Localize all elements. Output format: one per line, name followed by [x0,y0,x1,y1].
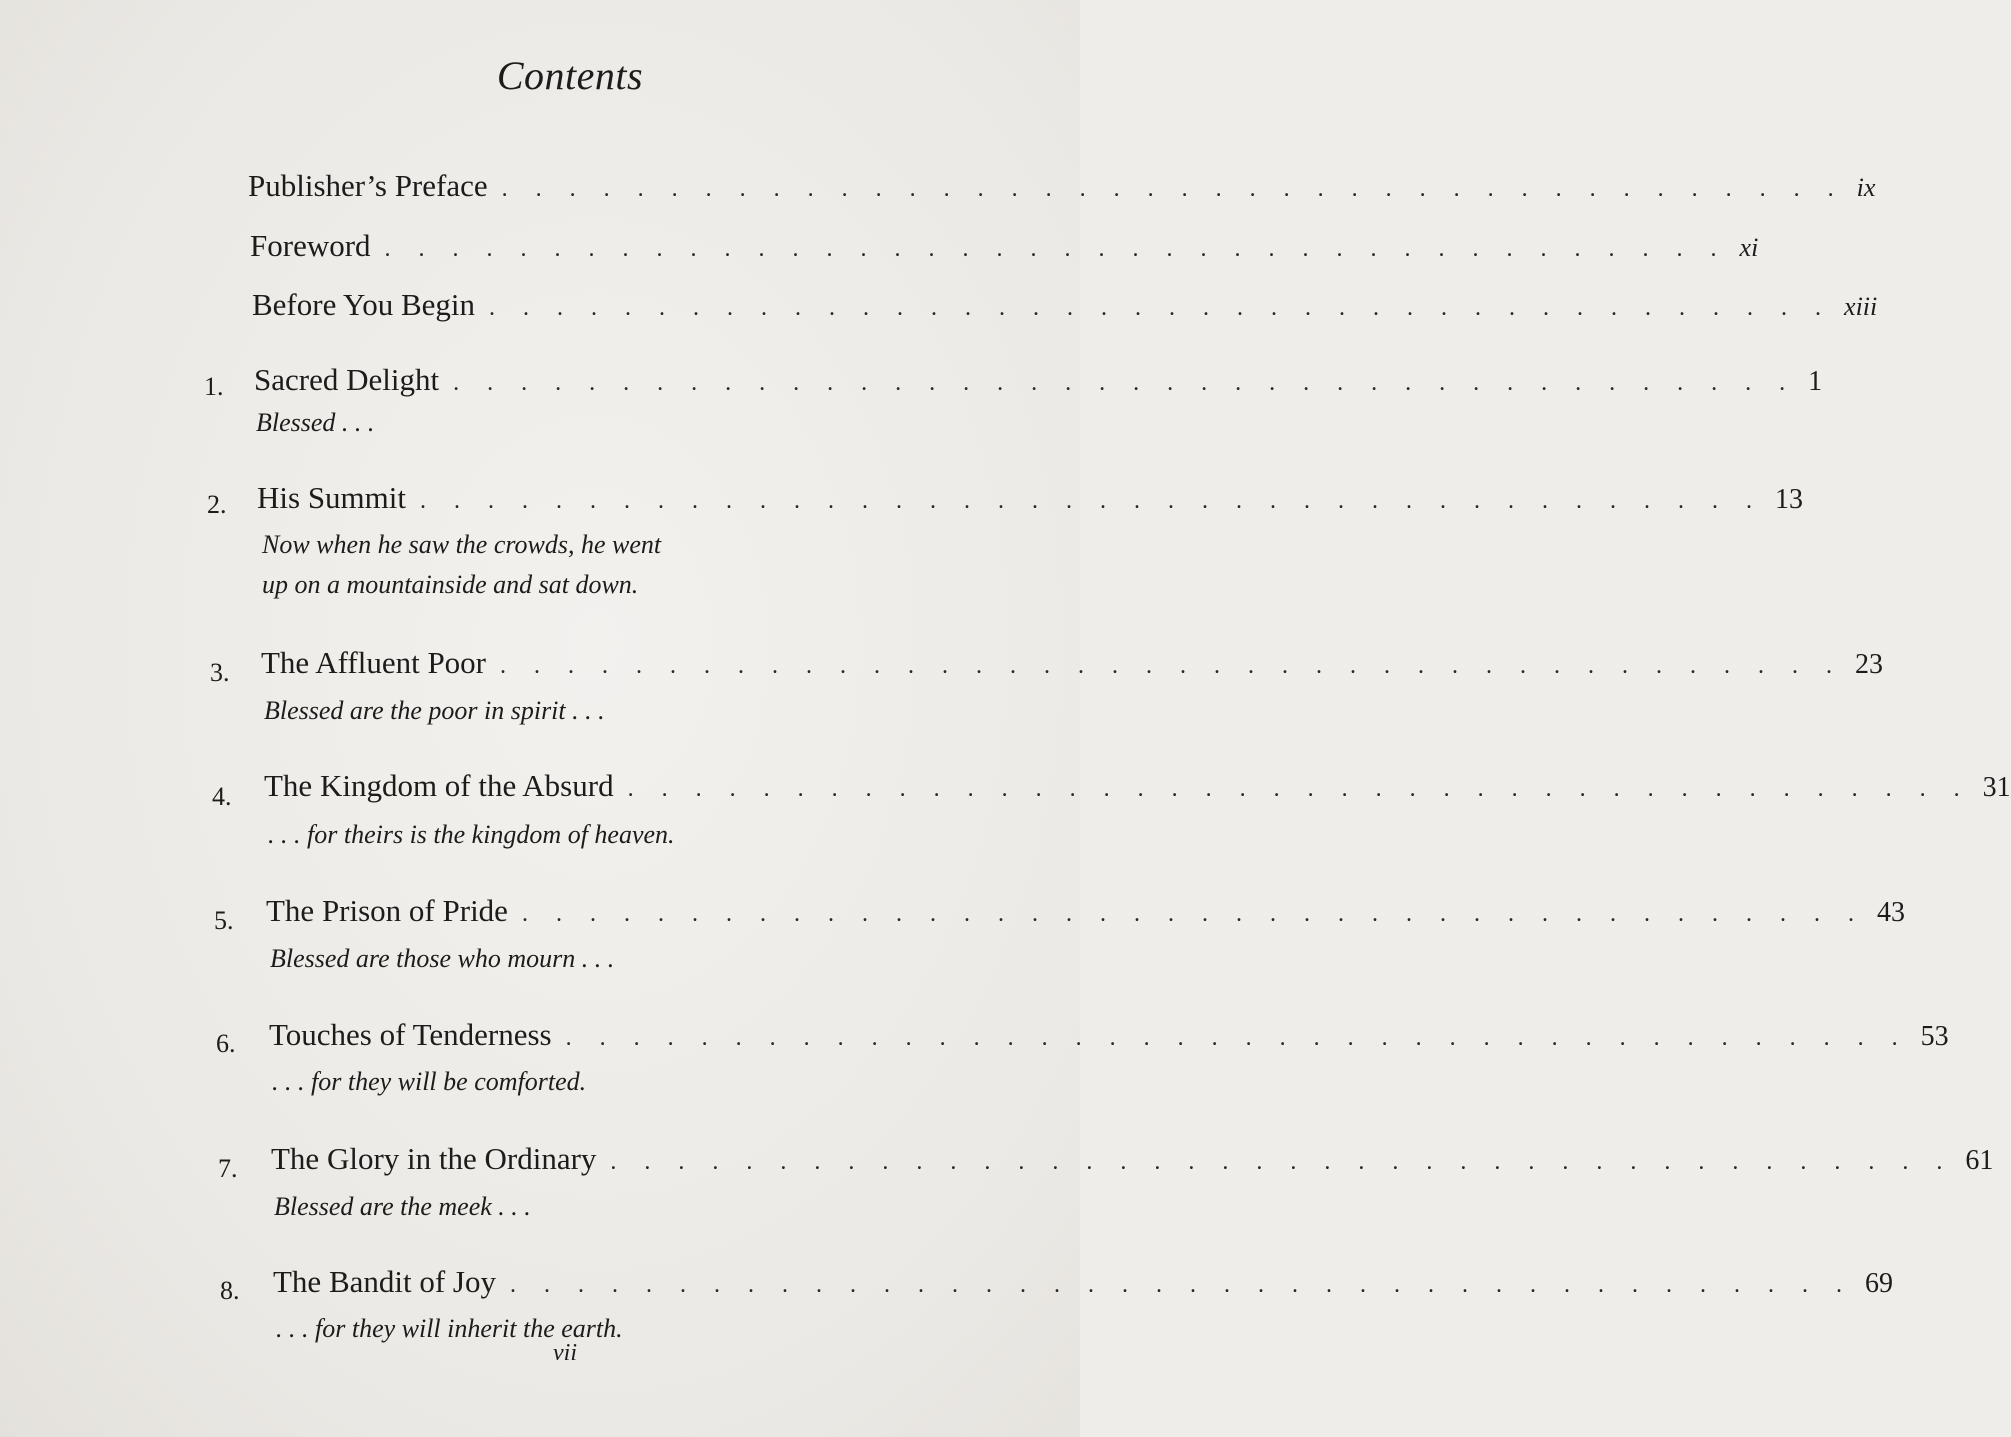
toc-entry-page: 53 [1920,1021,1949,1052]
toc-entry-chapter-5 [266,893,1905,929]
toc-entry-title: The Prison of Pride [266,893,508,928]
chapter-subtitle: . . . for they will be comforted. [272,1067,587,1096]
chapter-number: 1. [204,372,224,401]
toc-entry-page: 61 [1965,1145,1994,1176]
toc-entry-page: 43 [1876,897,1905,928]
page-folio: vii [553,1340,577,1366]
toc-entry-page: 1 [1808,366,1823,397]
toc-entry-chapter-8 [273,1264,1893,1300]
chapter-number: 6. [216,1029,236,1058]
chapter-subtitle: Now when he saw the crowds, he went [262,530,662,559]
chapter-subtitle: Blessed are the meek . . . [274,1192,531,1221]
dot-leader: . . . . . . . . . . . . . . . . . . . . . . . . . . . . . . . . . . . . . . . . [565,1025,1909,1051]
toc-entry-chapter-1 [254,362,1823,398]
toc-entry-title: Touches of Tenderness [269,1017,552,1052]
chapter-subtitle: . . . for they will inherit the earth. [276,1314,623,1343]
chapter-number: 7. [218,1154,238,1183]
dot-leader: . . . . . . . . . . . . . . . . . . . . . . . . . . . . . . . . . . . . . . . . [501,176,1845,202]
chapter-number: 5. [214,906,234,935]
toc-entry-title: Before You Begin [252,287,476,322]
toc-entry-chapter-2 [257,480,1804,516]
dot-leader: . . . . . . . . . . . . . . . . . . . . . . . . . . . . . . . . . . . . . . . . [627,776,1971,802]
dot-leader: . . . . . . . . . . . . . . . . . . . . . . . . . . . . . . . . . . . . . . . . [610,1149,1954,1175]
toc-entry-title: Publisher’s Preface [248,168,488,203]
dot-leader: . . . . . . . . . . . . . . . . . . . . . . . . . . . . . . . . . . . . . . . . [420,488,1764,514]
toc-entry-page: xi [1739,233,1759,262]
chapter-subtitle: Blessed . . . [256,408,375,437]
dot-leader: . . . . . . . . . . . . . . . . . . . . . . . . . . . . . . . . . . . . . . . . [500,653,1844,679]
toc-entry-title: The Affluent Poor [261,645,487,680]
toc-entry-title: Sacred Delight [254,362,440,397]
chapter-number: 8. [220,1276,240,1305]
toc-entry-title: His Summit [257,480,407,515]
toc-entry-page: xiii [1844,292,1878,321]
toc-entry-chapter-6 [269,1017,1949,1053]
toc-entry-page: 23 [1855,649,1884,680]
toc-entry-chapter-7 [271,1141,1994,1177]
dot-leader: . . . . . . . . . . . . . . . . . . . . . . . . . . . . . . . . . . . . . . . . [453,370,1797,396]
toc-entry-title: The Bandit of Joy [273,1264,496,1299]
toc-entry-title: Foreword [250,228,371,263]
chapter-number: 2. [207,490,227,519]
toc-entry-title: The Kingdom of the Absurd [264,768,614,803]
dot-leader: . . . . . . . . . . . . . . . . . . . . . . . . . . . . . . . . . . . . . . . . [384,236,1728,262]
toc-entry-page: ix [1856,173,1876,202]
toc-entry-chapter-3 [261,645,1884,681]
toc-entry-title: The Glory in the Ordinary [271,1141,597,1176]
toc-entry-page: 31 [1982,772,2011,803]
toc-entry-chapter-4 [264,768,2011,804]
chapter-subtitle: Blessed are the poor in spirit . . . [264,696,605,725]
chapter-number: 4. [212,782,232,811]
dot-leader: . . . . . . . . . . . . . . . . . . . . . . . . . . . . . . . . . . . . . . . . [489,295,1833,321]
chapter-subtitle: Blessed are those who mourn . . . [270,944,615,973]
dot-leader: . . . . . . . . . . . . . . . . . . . . . . . . . . . . . . . . . . . . . . . . [521,901,1865,927]
chapter-number: 3. [210,658,230,687]
page-title: Contents [496,53,644,98]
chapter-subtitle: . . . for theirs is the kingdom of heaven. [268,820,675,849]
toc-entry-foreword [250,228,1759,264]
dot-leader: . . . . . . . . . . . . . . . . . . . . . . . . . . . . . . . . . . . . . . . . [510,1272,1853,1298]
toc-entry-publishers-preface [248,168,1876,204]
toc-entry-before-you-begin [252,287,1878,323]
chapter-subtitle: up on a mountainside and sat down. [262,570,639,599]
toc-entry-page: 69 [1865,1268,1893,1299]
toc-entry-page: 13 [1775,484,1804,515]
